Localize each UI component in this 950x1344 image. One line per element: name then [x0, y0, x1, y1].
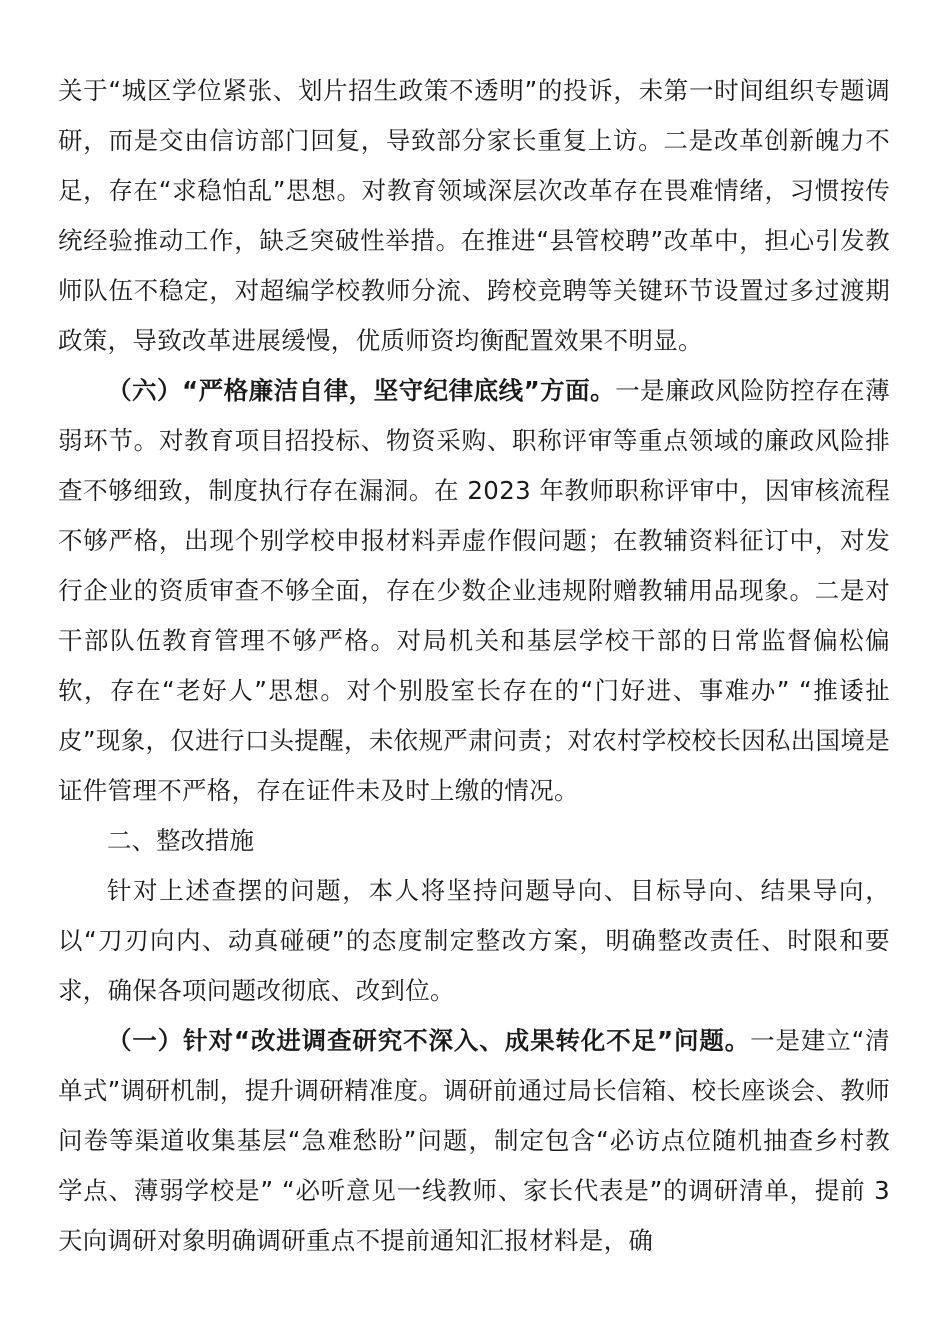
paragraph-3-text: 针对上述查摆的问题，本人将坚持问题导向、目标导向、结果导向，以“刀刃向内、动真碰硬”的态度制定整改方案，明确整改责任、时限和要求，确保各项问题改彻底、改到位。: [58, 876, 890, 1005]
paragraph-1: [58, 66, 890, 366]
paragraph-4: [58, 1016, 890, 1266]
paragraph-3: [58, 866, 890, 1016]
paragraph-1-text: 关于“城区学位紧张、划片招生政策不透明”的投诉，未第一时间组织专题调研，而是交由信访部门回复，导致部分家长重复上访。二是改革创新魄力不足，存在“求稳怕乱”思想。对教育领域深层次改革存在畏难情绪，习惯按传统经验推动工作，缺乏突破性举措。在推进“县管校聘”改革中，担心引发教师队伍不稳定，对超编学校教师分流、跨校竞聘等关键环节设置过多过渡期政策，导致改革进展缓慢，优质师资均衡配置效果不明显。: [58, 76, 890, 355]
paragraph-4-heading: （一）针对“改进调查研究不深入、成果转化不足”问题。: [107, 1026, 751, 1055]
section-2-title: 二、整改措施: [107, 826, 254, 855]
paragraph-4-text: 一是建立“清单式”调研机制，提升调研精准度。调研前通过局长信箱、校长座谈会、教师问卷等渠道收集基层“急难愁盼”问题，制定包含“必访点位随机抽查乡村教学点、薄弱学校是” “必听意见一线教师、家长代表是”的调研清单，提前 3 天向调研对象明确调研重点不提前通知汇报材料是，确: [58, 1026, 890, 1255]
paragraph-2-heading: （六）“严格廉洁自律，坚守纪律底线”方面。: [107, 376, 616, 405]
document-page: [58, 66, 890, 1266]
paragraph-2: [58, 366, 890, 816]
paragraph-2-text: 一是廉政风险防控存在薄弱环节。对教育项目招投标、物资采购、职称评审等重点领域的廉政风险排查不够细致，制度执行存在漏洞。在 2023 年教师职称评审中，因审核流程不够严格，出现个别学校申报材料弄虚作假问题；在教辅资料征订中，对发行企业的资质审查不够全面，存在少数企业违规附赠教辅用品现象。二是对干部队伍教育管理不够严格。对局机关和基层学校干部的日常监督偏松偏软，存在“老好人”思想。对个别股室长存在的“门好进、事难办” “推诿扯皮”现象，仅进行口头提醒，未依规严肃问责；对农村学校校长因私出国境是证件管理不严格，存在证件未及时上缴的情况。: [58, 376, 890, 805]
